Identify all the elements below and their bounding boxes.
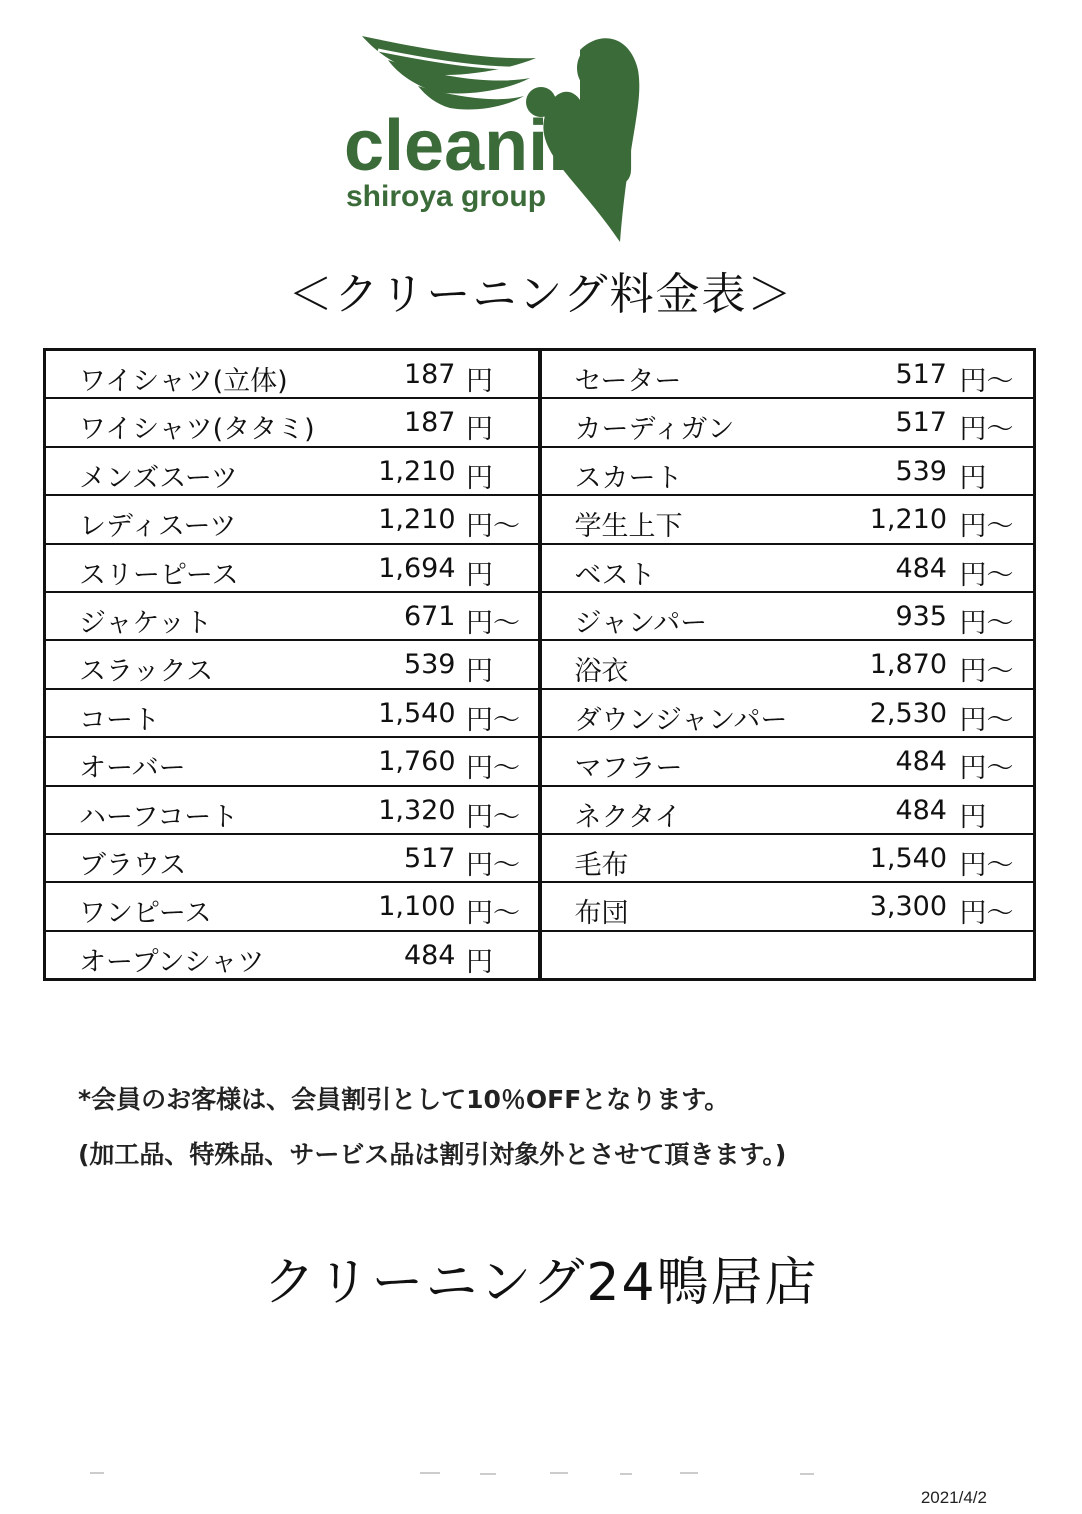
price-column-right: [540, 351, 1034, 978]
price-row: [46, 883, 538, 931]
price-row: [542, 835, 1034, 883]
item-yen-unit: 円: [466, 946, 493, 978]
item-price: 1,540: [869, 842, 947, 874]
item-yen-unit: 円～: [959, 849, 1014, 881]
item-name: ハーフコート: [79, 801, 239, 833]
item-name: ワイシャツ(タタミ): [79, 414, 315, 446]
item-price: 539: [895, 455, 947, 487]
discount-exclusion-note: (加工品、特殊品、サービス品は割引対象外とさせて頂きます。): [78, 1140, 787, 1169]
item-yen-unit: 円～: [959, 753, 1014, 785]
item-price: 484: [895, 794, 947, 826]
price-row: [46, 448, 538, 496]
item-price: 1,210: [378, 504, 456, 536]
item-yen-unit: 円: [466, 559, 493, 591]
price-row: [46, 496, 538, 544]
item-yen-unit: 円: [466, 462, 493, 494]
item-price: 517: [403, 842, 456, 874]
item-yen-unit: 円: [466, 414, 493, 446]
item-name: セーター: [574, 366, 682, 397]
price-row: [46, 399, 538, 447]
item-yen-unit: 円～: [959, 511, 1014, 543]
item-price: 187: [403, 407, 456, 439]
price-row: [542, 787, 1034, 835]
item-yen-unit: 円～: [959, 704, 1014, 736]
item-price: 1,760: [378, 746, 456, 778]
price-row: [46, 351, 538, 399]
price-row: [542, 690, 1034, 738]
item-price: 1,210: [869, 504, 947, 536]
item-yen-unit: 円～: [466, 704, 520, 736]
price-row: [542, 883, 1034, 931]
faint-scan-marks: [80, 1470, 840, 1480]
item-name: マフラー: [574, 753, 683, 785]
item-yen-unit: 円～: [959, 559, 1014, 591]
price-row: [542, 399, 1034, 447]
item-yen-unit: 円～: [466, 849, 520, 881]
item-price: 484: [895, 552, 947, 584]
price-row: [46, 787, 538, 835]
item-name: ブラウス: [79, 849, 187, 881]
item-yen-unit: 円～: [466, 753, 520, 785]
item-name: オーバー: [79, 753, 186, 785]
price-table: [43, 348, 1036, 981]
item-price: 1,210: [378, 455, 456, 487]
price-row: [542, 932, 1034, 980]
item-name: スラックス: [79, 656, 214, 688]
item-price: 187: [403, 359, 456, 390]
price-row: [542, 593, 1034, 641]
item-name: ワンピース: [79, 898, 212, 930]
logo-word: cleaning: [344, 106, 637, 186]
price-row: [542, 496, 1034, 544]
item-price: 539: [403, 649, 456, 681]
item-name: 学生上下: [574, 511, 683, 543]
item-price: 1,870: [869, 649, 947, 681]
item-name: ベスト: [574, 559, 656, 591]
item-yen-unit: 円～: [959, 366, 1014, 397]
item-price: 935: [895, 600, 947, 632]
item-name: ネクタイ: [574, 801, 682, 833]
price-row: [46, 593, 538, 641]
price-column-left: [46, 351, 540, 978]
date-stamp: 2021/4/2: [920, 1488, 987, 1507]
item-yen-unit: 円～: [466, 898, 520, 930]
item-price: 671: [403, 600, 456, 632]
item-name: 毛布: [574, 849, 629, 881]
item-name: コート: [79, 704, 160, 736]
store-name: クリーニング24鴨居店: [263, 1253, 819, 1313]
item-yen-unit: 円～: [959, 607, 1014, 639]
price-row: [46, 835, 538, 883]
item-price: 517: [895, 359, 947, 390]
item-yen-unit: 円: [466, 656, 493, 688]
item-price: 1,320: [378, 794, 456, 826]
price-row: [46, 932, 538, 980]
item-yen-unit: 円: [466, 366, 493, 397]
item-yen-unit: 円～: [959, 414, 1014, 446]
item-price: 1,694: [378, 552, 456, 584]
item-name: レディスーツ: [79, 511, 237, 543]
item-yen-unit: 円～: [466, 511, 520, 543]
cleaning-logo: [338, 30, 698, 245]
item-name: ダウンジャンパー: [574, 704, 788, 736]
item-name: カーディガン: [574, 414, 735, 446]
page-title: ＜クリーニング料金表＞: [288, 269, 794, 320]
item-name: ジャケット: [79, 607, 213, 639]
logo-subtitle: shiroya group: [346, 180, 547, 213]
item-name: スカート: [574, 462, 683, 494]
item-yen-unit: 円～: [466, 801, 520, 833]
price-row: [542, 448, 1034, 496]
item-name: ジャンパー: [574, 607, 708, 639]
price-row: [46, 545, 538, 593]
item-name: オープンシャツ: [79, 946, 265, 978]
item-yen-unit: 円: [959, 801, 987, 833]
item-price: 2,530: [869, 697, 947, 729]
item-name: メンズスーツ: [79, 462, 238, 494]
price-row: [46, 738, 538, 786]
price-row: [542, 738, 1034, 786]
item-name: ワイシャツ(立体): [79, 366, 288, 397]
price-row: [46, 690, 538, 738]
item-yen-unit: 円: [959, 462, 987, 494]
item-yen-unit: 円～: [466, 607, 520, 639]
item-name: 浴衣: [574, 656, 629, 688]
item-price: 484: [895, 746, 947, 778]
price-row: [542, 641, 1034, 689]
item-name: スリーピース: [79, 559, 239, 591]
price-row: [542, 351, 1034, 399]
item-name: 布団: [574, 898, 629, 930]
item-price: 1,540: [378, 697, 456, 729]
price-row: [542, 545, 1034, 593]
member-discount-note: *会員のお客様は、会員割引として10％OFFとなります。: [78, 1085, 730, 1114]
item-yen-unit: 円～: [959, 898, 1014, 930]
item-price: 484: [403, 939, 456, 971]
item-yen-unit: 円～: [959, 656, 1014, 688]
item-price: 517: [895, 407, 947, 439]
item-price: 3,300: [869, 891, 947, 923]
item-price: 1,100: [378, 891, 456, 923]
price-row: [46, 641, 538, 689]
